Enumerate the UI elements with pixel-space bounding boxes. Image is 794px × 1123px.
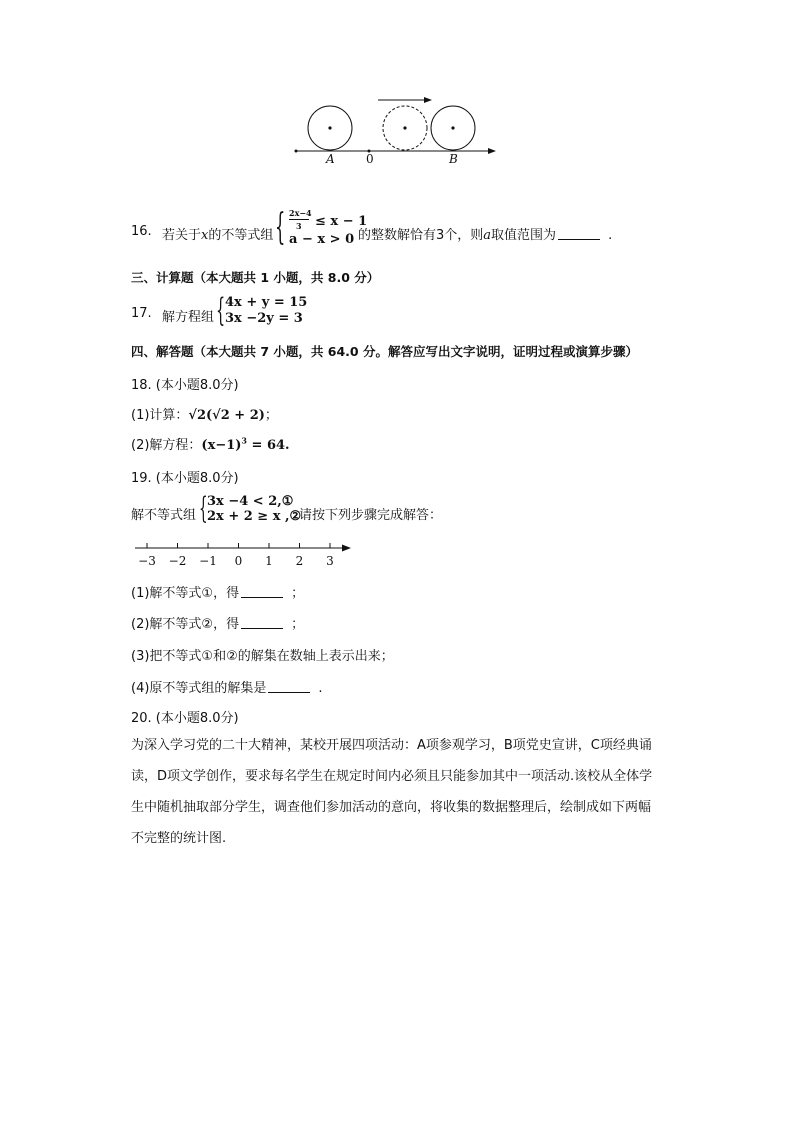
q19-lead: 解不等式组 [131,508,197,523]
q17-eq2: 3x −2y = 3 [225,311,303,326]
circle-at-b-center [451,126,454,129]
q16-ineq1-rest: ≤ x − 1 [315,214,368,229]
section-3-title: 三、计算题（本大题共 1 小题，共 8.0 分） [131,270,380,285]
q16-ineq1-den: 3 [296,221,302,231]
axis-tick-label: 0 [234,554,243,568]
q19-brace: { [199,491,208,526]
q17-brace: { [216,291,226,329]
q19-step2-blank[interactable] [241,616,283,629]
motion-arrow-head [424,97,432,103]
q18-part2-math: (x−1) [201,438,242,453]
q20-line: 生中随机抽取部分学生，调查他们参加活动的意向，将收集的数据整理后，绘制成如下两幅 [131,800,652,815]
label-b: B [449,152,458,166]
label-a: A [326,152,335,166]
section-4-title: 四、解答题（本大题共 7 小题，共 64.0 分。解答应写出文字说明，证明过程或演算步骤） [131,344,638,359]
axis-tick-label: 2 [295,554,304,568]
q20-line: 为深入学习党的二十大精神，某校开展四项活动：A项参观学习，B项党史宣讲，C项经典诵 [131,738,652,753]
q20-paragraph [131,736,696,860]
axis-arrow [342,545,351,552]
q18-part2: (2)解方程：$(x-1)^3 = 64$. [131,435,290,453]
q19-header: 19. (本小题8.0分) [131,471,239,486]
q16-fraction-bar [289,219,309,220]
q20-header: 20. (本小题8.0分) [131,711,239,726]
q16-ineq1-num: 2x−4 [289,208,312,218]
q16-prefix: 若关于x的不等式组 [162,228,274,243]
q19-step1-blank[interactable] [241,585,283,598]
q19-step2: (2)解不等式②，得 ； [131,617,305,632]
q19-step4-blank[interactable] [268,680,310,693]
q17-text: 解方程组 [162,310,215,325]
axis-tick-label: −3 [138,554,156,568]
axis-tick-label: −1 [199,554,217,568]
q19-system [131,491,491,528]
q19-step4: (4)原不等式组的解集是 . [131,681,323,696]
q17-eq1: 4x + y = 15 [225,295,308,310]
axis-tick-label: −2 [168,554,187,568]
q19-tail: 请按下列步骤完成解答： [299,508,443,523]
q18-part1: (1)计算：√2(√2 + 2)； [131,408,278,423]
label-origin: 0 [366,152,374,166]
q18-part1-math: √2(√2 + 2) [188,408,265,423]
q16-number: 16. [131,224,152,239]
rolling-circle-figure [290,92,505,168]
q16-brace: { [275,207,286,248]
q20-line: 读，D项文学创作，要求每名学生在规定时间内必须且只能参加其中一项活动.该校从全体学 [131,769,653,784]
q16-answer-blank[interactable] [558,227,600,240]
q19-step3: (3)把不等式①和②的解集在数轴上表示出来； [131,649,394,664]
circle-at-a-center [328,126,331,129]
q20-line: 不完整的统计图. [131,831,227,846]
q16-suffix: 的整数解恰有3个，则a取值范围为 . [358,228,613,243]
number-line-arrow [488,148,496,154]
axis-tick-label: 3 [326,554,334,568]
q17-number: 17. [131,306,152,321]
axis-tick-label: 1 [265,554,273,568]
q19-number-line [135,540,357,574]
q16-ineq2: a − x > 0 [289,232,355,247]
q19-step1: (1)解不等式①，得 ； [131,586,305,601]
q19-ineq1: 3x −4 < 2,① [207,494,294,509]
q18-header: 18. (本小题8.0分) [131,378,239,393]
point-left-end [295,150,298,153]
circle-dashed-center [403,126,406,129]
q19-ineq2: 2x + 2 ≥ x ,② [207,509,302,524]
